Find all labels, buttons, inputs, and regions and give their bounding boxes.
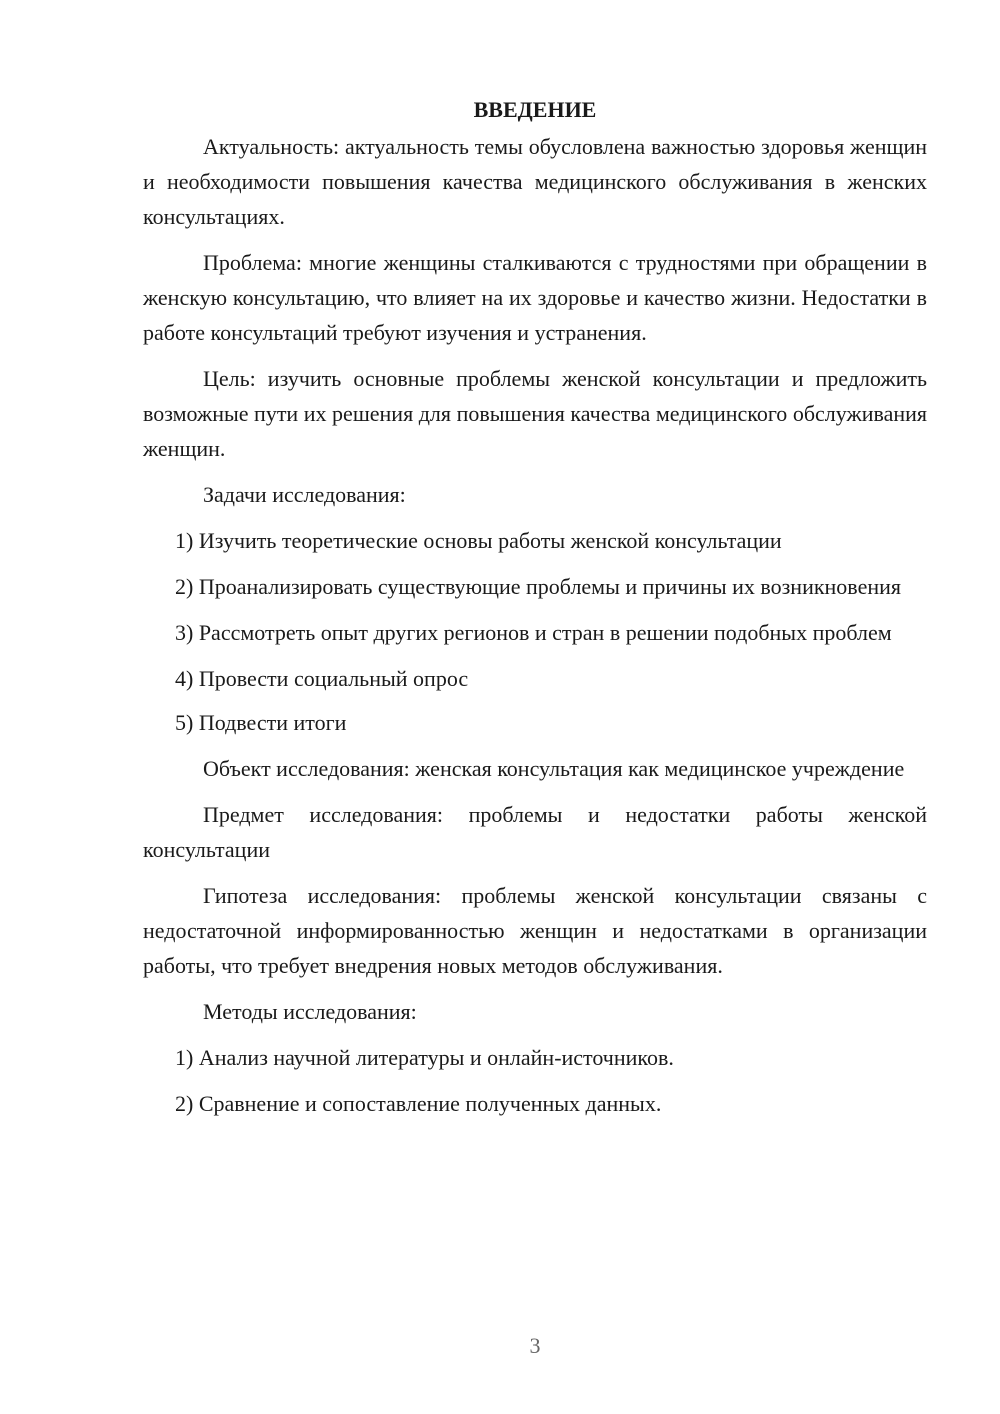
method-item-2: 2) Сравнение и сопоставление полученных данных. (175, 1091, 662, 1116)
task-item-5: 5) Подвести итоги (175, 710, 347, 735)
relevance-paragraph: Актуальность: актуальность темы обусловлена важностью здоровья женщин и необходимости повышения качества медицинского обслуживания в женских консультациях. (143, 134, 927, 229)
task-item-1: 1) Изучить теоретические основы работы женской консультации (175, 528, 782, 553)
method-item-1: 1) Анализ научной литературы и онлайн-источников. (175, 1045, 674, 1070)
subject-paragraph: Предмет исследования: проблемы и недостатки работы женской консультации (143, 802, 927, 862)
task-item-2: 2) Проанализировать существующие проблемы и причины их возникновения (175, 574, 901, 599)
tasks-heading: Задачи исследования: (203, 482, 406, 507)
task-item-4: 4) Провести социальный опрос (175, 666, 469, 691)
methods-heading: Методы исследования: (203, 999, 417, 1024)
page-number: 3 (529, 1333, 541, 1358)
object-paragraph: Объект исследования: женская консультация как медицинское учреждение (203, 756, 905, 781)
section-heading: ВВЕДЕНИЕ (473, 97, 597, 122)
page-content (143, 92, 927, 1132)
task-item-3: 3) Рассмотреть опыт других регионов и стран в решении подобных проблем (175, 620, 892, 645)
hypothesis-paragraph: Гипотеза исследования: проблемы женской консультации связаны с недостаточной информированностью женщин и недостатками в организации работы, что требует внедрения новых методов обслуживания. (143, 883, 927, 978)
goal-paragraph: Цель: изучить основные проблемы женской консультации и предложить возможные пути их решения для повышения качества медицинского обслуживания женщин. (143, 366, 927, 461)
problem-paragraph: Проблема: многие женщины сталкиваются с трудностями при обращении в женскую консультацию, что влияет на их здоровье и качество жизни. Недостатки в работе консультаций требуют изучения и устранения. (143, 250, 927, 345)
